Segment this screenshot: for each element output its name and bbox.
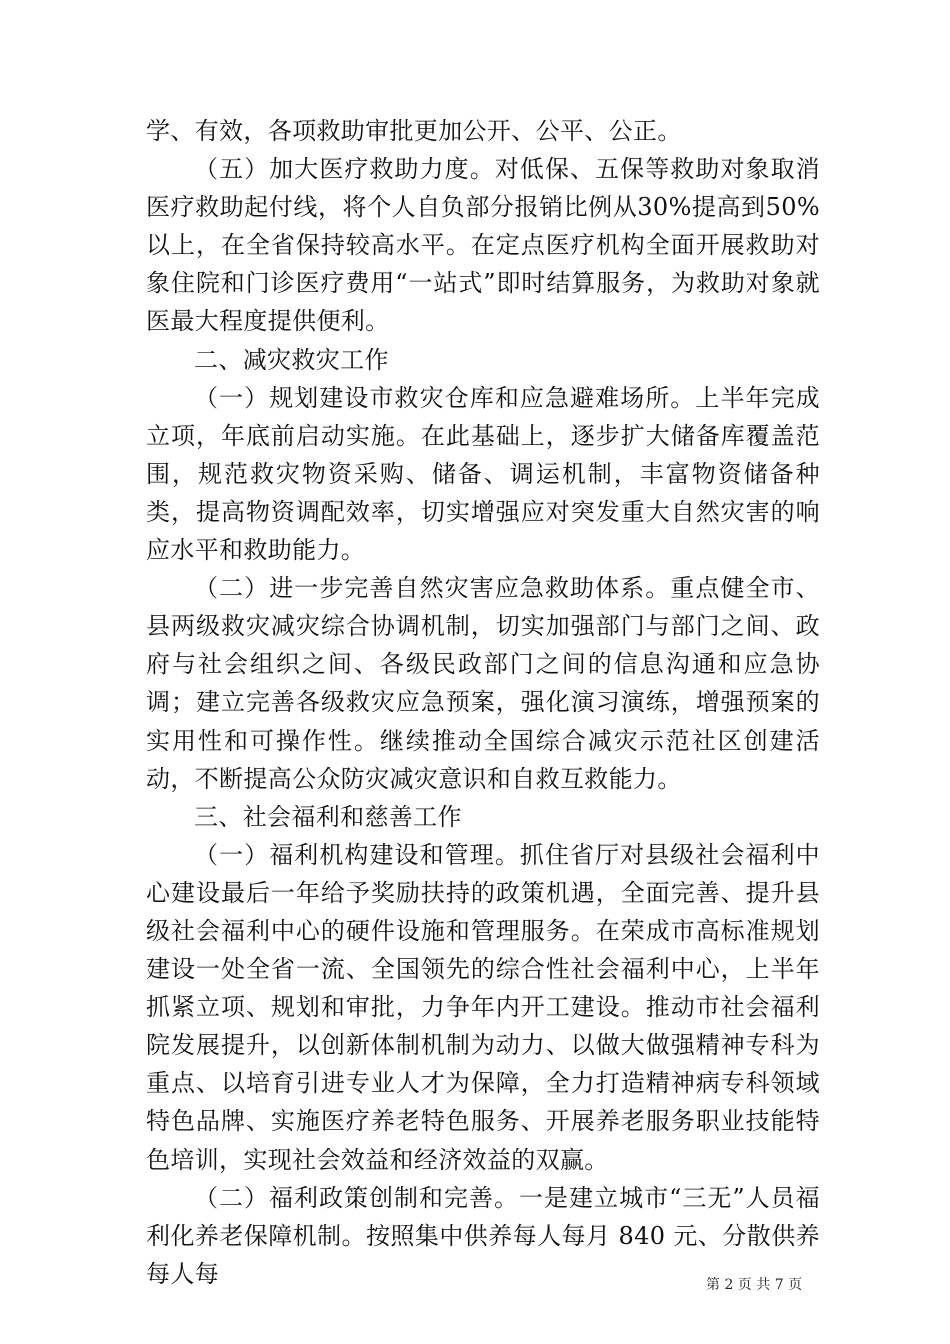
section-heading-disaster-relief: 二、减灾救灾工作 — [194, 345, 389, 374]
section-heading-social-welfare: 三、社会福利和慈善工作 — [194, 802, 462, 831]
paragraph-continued: 学、有效，各项救助审批更加公开、公平、公正。 — [146, 117, 682, 145]
paragraph-welfare-policy: （二）福利政策创制和完善。一是建立城市“三无”人员福利化养老保障机制。按照集中供养每人每月 840 元、分散供养每人每 — [146, 1183, 820, 1288]
paragraph-welfare-institutions: （一）福利机构建设和管理。抓住省厅对县级社会福利中心建设最后一年给予奖励扶持的政策机遇，全面完善、提升县级社会福利中心的硬件设施和管理服务。在荣成市高标准规划建设一处全省一流、全国领先的综合性社会福利中心，上半年抓紧立项、规划和审批，力争年内开工建设。推动市社会福利院发展提升，以创新体制机制为动力、以做大做强精神专科为重点、以培育引进专业人才为保障，全力打造精神病专科领域特色品牌、实施医疗养老特色服务、开展养老服务职业技能特色培训，实现社会效益和经济效益的双赢。 — [146, 840, 820, 1174]
paragraph-emergency-system: （二）进一步完善自然灾害应急救助体系。重点健全市、县两级救灾减灾综合协调机制，切实加强部门与部门之间、政府与社会组织之间、各级民政部门之间的信息沟通和应急协调；建立完善各级救灾应急预案，强化演习演练，增强预案的实用性和可操作性。继续推动全国综合减灾示范社区创建活动，不断提高公众防灾减灾意识和自救互救能力。 — [146, 574, 820, 793]
paragraph-relief-warehouse: （一）规划建设市救灾仓库和应急避难场所。上半年完成立项，年底前启动实施。在此基础上，逐步扩大储备库覆盖范围，规范救灾物资采购、储备、调运机制，丰富物资储备种类，提高物资调配效率，切实增强应对突发重大自然灾害的响应水平和救助能力。 — [146, 383, 820, 565]
page-number-footer: 第 2 页 共 7 页 — [706, 1277, 803, 1293]
paragraph-medical-aid: （五）加大医疗救助力度。对低保、五保等救助对象取消医疗救助起付线，将个人自负部分报销比例从30%提高到50%以上，在全省保持较高水平。在定点医疗机构全面开展救助对象住院和门诊医疗费用“一站式”即时结算服务，为救助对象就医最大程度提供便利。 — [146, 155, 820, 336]
document-body — [146, 112, 820, 1293]
